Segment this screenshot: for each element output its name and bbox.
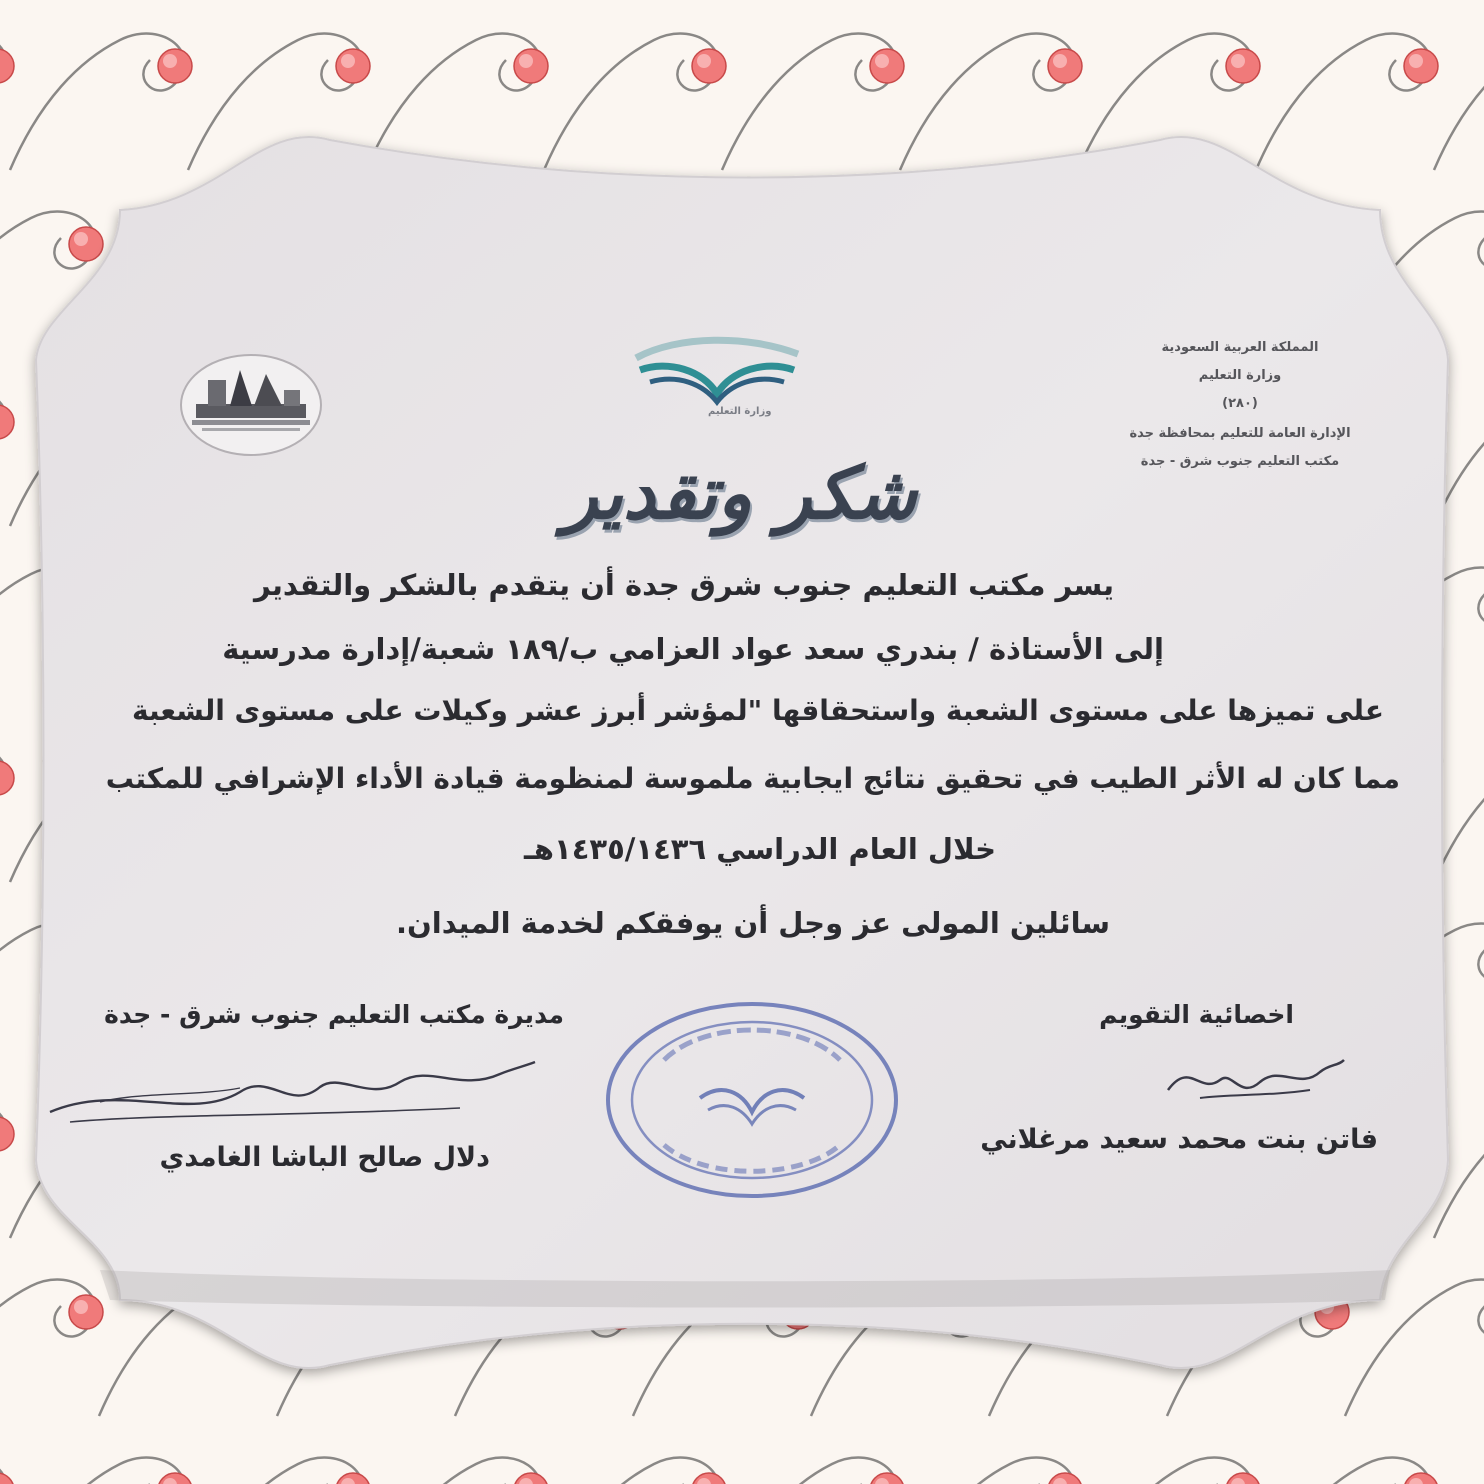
header-country: المملكة العربية السعودية	[1161, 340, 1319, 355]
header-ministry: وزارة التعليم	[1198, 368, 1282, 383]
body-line-4: مما كان له الأثر الطيب في تحقيق نتائج ايجابية ملموسة لمنظومة قيادة الأداء الإشرافي للمكتب	[105, 762, 1400, 795]
body-line-3: على تميزها على مستوى الشعبة واستحقاقها "لمؤشر أبرز عشر وكيلات على مستوى الشعبة	[131, 694, 1384, 727]
header-office: مكتب التعليم جنوب شرق - جدة	[1140, 454, 1340, 469]
evaluator-signature	[1160, 1040, 1350, 1110]
header-directorate: الإدارة العامة للتعليم بمحافظة جدة	[1129, 426, 1351, 441]
header-code: (٢٨٠)	[1222, 396, 1258, 411]
director-title: مديرة مكتب التعليم جنوب شرق - جدة	[104, 1000, 564, 1029]
body-line-2: إلى الأستاذة / بندري سعد عواد العزامي ب/١٨٩ شعبة/إدارة مدرسية	[222, 632, 1164, 666]
body-line-1: يسر مكتب التعليم جنوب شرق جدة أن يتقدم بالشكر والتقدير	[253, 568, 1114, 602]
body-line-5: خلال العام الدراسي ١٤٣٥/١٤٣٦هـ	[523, 832, 996, 866]
ministry-logo	[628, 330, 806, 406]
official-stamp	[604, 1000, 900, 1200]
evaluator-name: فاتن بنت محمد سعيد مرغلاني	[980, 1124, 1378, 1155]
ministry-logo-caption: وزارة التعليم	[708, 406, 772, 417]
director-name: دلال صالح الباشا الغامدي	[159, 1142, 490, 1173]
certificate-title: شكر وتقدير	[563, 450, 917, 535]
director-signature	[40, 1052, 540, 1132]
body-line-6: سائلين المولى عز وجل أن يوفقكم لخدمة الميدان.	[396, 906, 1110, 940]
evaluator-title: اخصائية التقويم	[1099, 1000, 1294, 1029]
building-logo	[178, 352, 324, 458]
